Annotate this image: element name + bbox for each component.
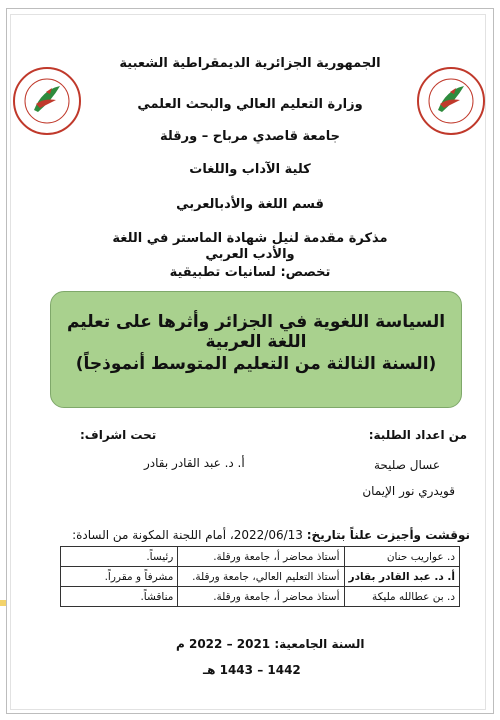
thesis-title-main: السياسة اللغوية في الجزائر وأثرها على تعليم اللغة العربية <box>66 312 446 352</box>
student-name-2: قويدري نور الإيمان <box>362 484 455 498</box>
jury-name: أ. د. عبد القادر بقادر <box>344 567 459 587</box>
jury-rank: أستاذ محاضر أ، جامعة ورقلة. <box>178 547 344 567</box>
jury-role: مناقشاً. <box>61 587 178 607</box>
university-name: جامعة قاصدي مرباح – ورقلة <box>159 129 341 144</box>
supervisor-label: تحت اشراف: <box>80 428 157 442</box>
student-name-1: عسال صليحة <box>373 458 440 472</box>
thesis-description: مذكرة مقدمة لنيل شهادة الماستر في اللغة والأدب العربي <box>112 231 388 262</box>
table-row <box>61 587 460 607</box>
jury-rank: أستاذ محاضر أ، جامعة ورقلة. <box>178 587 344 607</box>
thesis-title-box <box>50 291 462 408</box>
edge-mark <box>0 600 6 606</box>
table-row <box>61 547 460 567</box>
table-row <box>61 567 460 587</box>
department-name: قسم اللغة والأدبالعربي <box>176 197 324 212</box>
university-logo-left <box>12 66 82 136</box>
jury-role: رئيساً. <box>61 547 178 567</box>
ministry-name: وزارة التعليم العالي والبحث العلمي <box>137 97 363 112</box>
supervisor-name: أ. د. عبد القادر بقادر <box>144 456 245 470</box>
academic-year-hijri: 1442 – 1443 هـ <box>203 663 301 677</box>
discussion-intro: نوقشت وأجيزت علناً بتاريخ: <box>306 528 470 542</box>
students-label: من اعداد الطلبة: <box>368 428 467 442</box>
specialty: تخصص: لسانيات تطبيقية <box>169 265 331 280</box>
academic-year-gregorian: السنة الجامعية: 2021 – 2022 م <box>176 637 365 651</box>
discussion-suffix: ، أمام اللجنة المكونة من السادة: <box>72 528 234 542</box>
jury-table <box>60 546 460 607</box>
faculty-name: كلية الآداب واللغات <box>189 162 311 177</box>
republic-name: الجمهورية الجزائرية الديمقراطية الشعبية <box>119 56 381 71</box>
jury-name: د. بن عطالله مليكة <box>344 587 459 607</box>
jury-name: د. عواريب حنان <box>344 547 459 567</box>
university-logo-right <box>416 66 486 136</box>
discussion-statement <box>60 528 470 542</box>
discussion-date: 2022/06/13 <box>233 528 303 542</box>
jury-role: مشرفاً و مقرراً. <box>61 567 178 587</box>
thesis-title-sub: (السنة الثالثة من التعليم المتوسط أنموذجاً) <box>75 354 437 374</box>
jury-rank: أستاذ التعليم العالي، جامعة ورقلة. <box>178 567 344 587</box>
